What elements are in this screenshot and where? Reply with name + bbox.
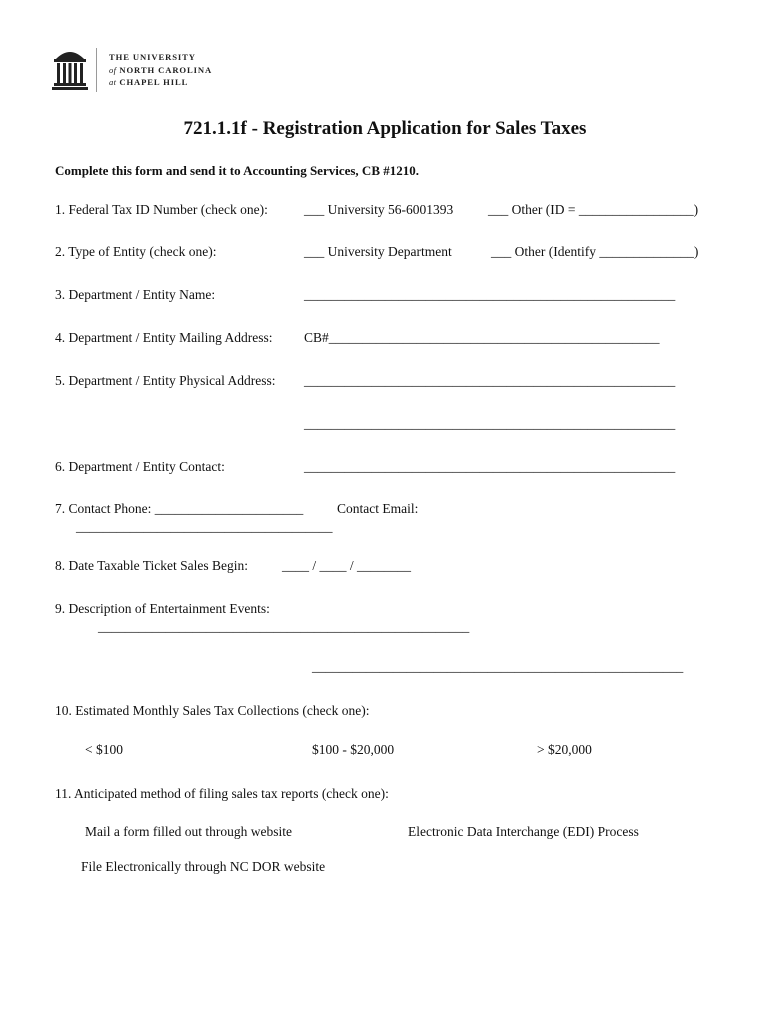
q9-label: 9. Description of Entertainment Events: xyxy=(55,601,270,616)
q2-label: 2. Type of Entity (check one): xyxy=(55,244,217,259)
q10-option-under-100[interactable]: < $100 xyxy=(85,742,123,757)
logo-divider xyxy=(96,48,97,92)
q7-email-label: Contact Email: xyxy=(337,501,419,516)
q5-label: 5. Department / Entity Physical Address: xyxy=(55,373,276,388)
form-title: 721.1.1f - Registration Application for Sales Taxes xyxy=(183,118,587,139)
q1-label: 1. Federal Tax ID Number (check one): xyxy=(55,202,268,217)
q6-label: 6. Department / Entity Contact: xyxy=(55,459,225,474)
q10-option-over-20000[interactable]: > $20,000 xyxy=(537,742,592,757)
q5-physical-address-field-1[interactable]: _______________________________________________________ xyxy=(304,373,676,388)
q11-option-file-electronically[interactable]: File Electronically through NC DOR website xyxy=(81,859,326,874)
university-logo xyxy=(52,46,222,94)
q4-label: 4. Department / Entity Mailing Address: xyxy=(55,330,273,345)
old-well-icon xyxy=(52,46,88,92)
q10-option-100-to-20000[interactable]: $100 - $20,000 xyxy=(312,742,395,757)
q8-label: 8. Date Taxable Ticket Sales Begin: xyxy=(55,558,249,573)
q9-description-field-2[interactable]: _______________________________________________________ xyxy=(312,659,684,674)
q6-contact-field[interactable]: _______________________________________________________ xyxy=(304,459,676,474)
q2-option-other[interactable]: ___ Other (Identify ______________) xyxy=(491,244,699,259)
logo-wordmark: THE UNIVERSITY of NORTH CAROLINA at CHAPEL HILL xyxy=(109,52,213,87)
q1-option-university[interactable]: ___ University 56-6001393 xyxy=(304,202,454,217)
q11-option-edi[interactable]: Electronic Data Interchange (EDI) Process xyxy=(408,824,639,839)
q4-mailing-address-field[interactable]: CB#_________________________________________________ xyxy=(304,330,660,345)
q5-physical-address-field-2[interactable]: _______________________________________________________ xyxy=(304,416,676,431)
q3-entity-name-field[interactable]: _______________________________________________________ xyxy=(304,287,676,302)
q9-description-field-1[interactable]: _______________________________________________________ xyxy=(98,619,470,634)
q11-label: 11. Anticipated method of filing sales tax reports (check one): xyxy=(55,786,389,801)
q10-label: 10. Estimated Monthly Sales Tax Collections (check one): xyxy=(55,703,370,718)
q8-date-field[interactable]: ____ / ____ / ________ xyxy=(282,558,412,573)
form-instruction: Complete this form and send it to Accounting Services, CB #1210. xyxy=(55,163,419,178)
q2-option-department[interactable]: ___ University Department xyxy=(304,244,452,259)
q1-option-other[interactable]: ___ Other (ID = _________________) xyxy=(488,202,699,217)
q3-label: 3. Department / Entity Name: xyxy=(55,287,216,302)
q7-contact-phone[interactable]: 7. Contact Phone: ______________________ xyxy=(55,501,304,516)
q11-option-mail-form[interactable]: Mail a form filled out through website xyxy=(85,824,292,839)
q7-email-field[interactable]: ______________________________________ xyxy=(76,519,333,534)
